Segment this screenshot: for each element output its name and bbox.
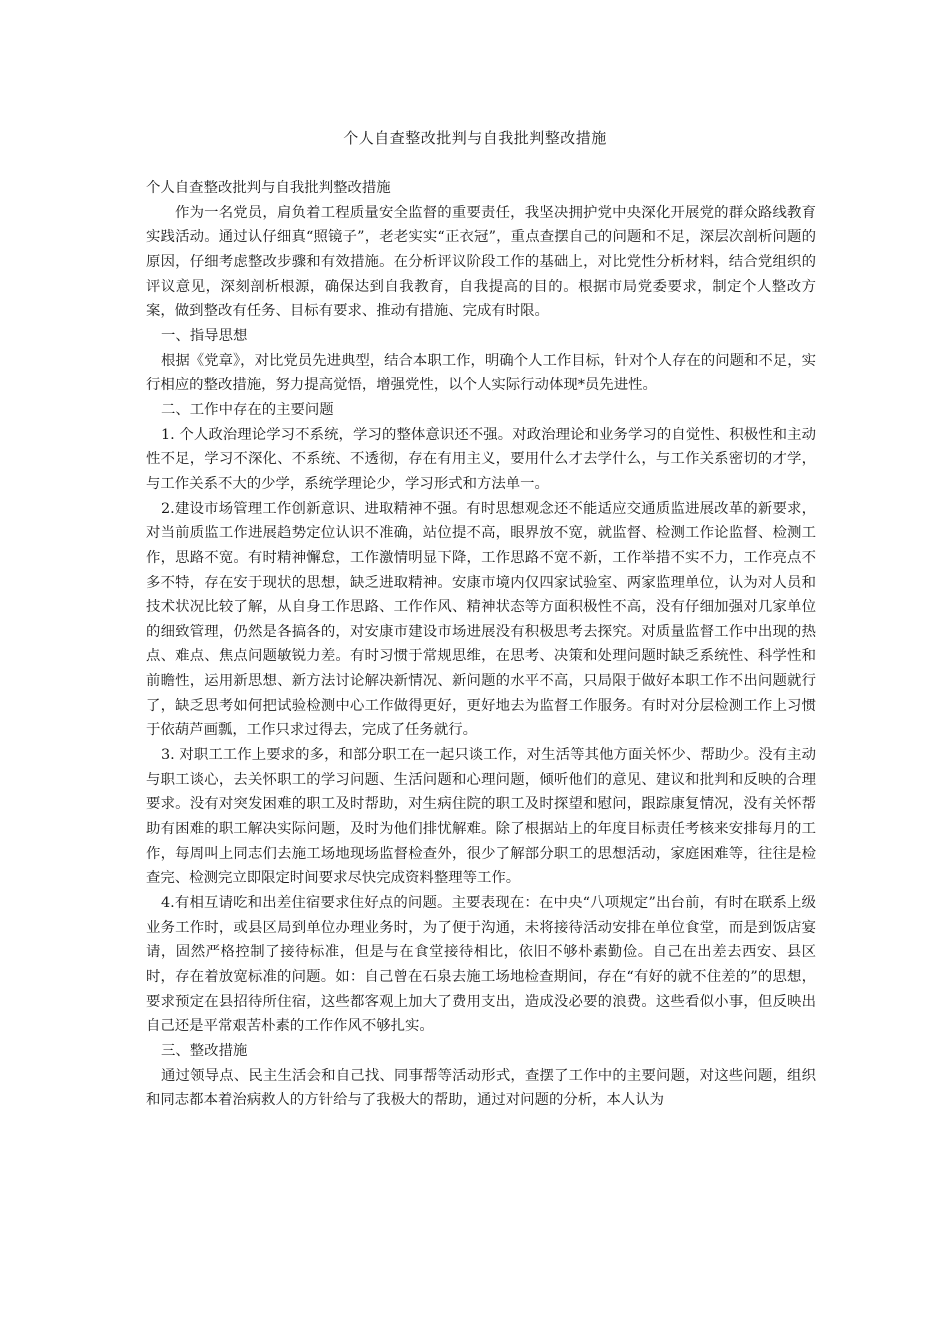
- section-heading-guiding-ideology: 一、指导思想: [161, 327, 248, 344]
- problem-item-3: 3. 对职工工作上要求的多，和部分职工在一起只谈工作，对生活等其他方面关怀少、帮助少。没有主动与职工谈心，去关怀职工的学习问题、生活问题和心理问题，倾听他们的意见、建议和批判和反映的合理要求。没有对突发困难的职工及时帮助，对生病住院的职工及时探望和慰问，跟踪康复情况，没有关怀帮助有困难的职工解决实际问题，及时为他们排忧解难。除了根据站上的年度目标责任考核来安排每月的工作，每周叫上同志们去施工场地现场监督检查外，很少了解部分职工的思想活动，家庭困难等，往往是检查完、检测完立即限定时间要求尽快完成资料整理等工作。: [146, 747, 816, 887]
- guiding-ideology-paragraph: 根据《党章》，对比党员先进典型，结合本职工作，明确个人工作目标，针对个人存在的问题和不足，实行相应的整改措施，努力提高觉悟，增强党性，以个人实际行动体现*员先进性。: [146, 352, 816, 394]
- intro-paragraph: 作为一名党员，肩负着工程质量安全监督的重要责任，我坚决拥护党中央深化开展党的群众路线教育实践活动。通过认仔细真“照镜子”，老老实实“正衣冠”，重点查摆自己的问题和不足，深层次剖析问题的原因，仔细考虑整改步骤和有效措施。在分析评议阶段工作的基础上，对比党性分析材料，结合党组织的评议意见，深刻剖析根源，确保达到自我教育，自我提高的目的。根据市局党委要求，制定个人整改方案，做到整改有任务、目标有要求、推动有措施、完成有时限。: [146, 204, 816, 320]
- section-heading-rectification: 三、整改措施: [161, 1042, 248, 1059]
- document-title: 个人自查整改批判与自我批判整改措施: [343, 129, 607, 147]
- section-heading-main-problems: 二、工作中存在的主要问题: [161, 401, 334, 418]
- problem-item-4: 4.有相互请吃和出差住宿要求住好点的问题。主要表现在：在中央“八项规定”出台前，有时在联系上级业务工作时，或县区局到单位办理业务时，为了便于沟通，未将接待活动安排在单位食堂，而是到饭店宴请，固然严格控制了接待标准，但是与在食堂接待相比，依旧不够朴素勤俭。自己在出差去西安、县区时，存在着放宽标准的问题。如：自己曾在石泉去施工场地检查期间，存在“有好的就不住差的”的思想，要求预定在县招待所住宿，这些都客观上加大了费用支出，造成没必要的浪费。这些看似小事，但反映出自己还是平常艰苦朴素的工作作风不够扎实。: [146, 895, 816, 1035]
- body-heading: 个人自查整改批判与自我批判整改措施: [146, 180, 391, 196]
- document-body: [146, 176, 816, 1113]
- problem-item-2: 2.建设市场管理工作创新意识、进取精神不强。有时思想观念还不能适应交通质监进展改革的新要求，对当前质监工作进展趋势定位认识不准确，站位提不高，眼界放不宽，就监督、检测工作论监督、检测工作，思路不宽。有时精神懈怠，工作激情明显下降，工作思路不宽不新，工作举措不实不力，工作亮点不多不特，存在安于现状的思想，缺乏进取精神。安康市境内仅四家试验室、两家监理单位，认为对人员和技术状况比较了解，从自身工作思路、工作作风、精神状态等方面积极性不高，没有仔细加强对几家单位的细致管理，仍然是各搞各的，对安康市建设市场进展没有积极思考去探究。对质量监督工作中出现的热点、难点、焦点问题敏锐力差。有时习惯于常规思维，在思考、决策和处理问题时缺乏系统性、科学性和前瞻性，运用新思想、新方法讨论解决新情况、新问题的水平不高，只局限于做好本职工作不出问题就行了，缺乏思考如何把试验检测中心工作做得更好，更好地去为监督工作服务。有时对分层检测工作上习惯于依葫芦画瓢，工作只求过得去，完成了任务就行。: [146, 500, 816, 739]
- problem-item-1: 1. 个人政治理论学习不系统，学习的整体意识还不强。对政治理论和业务学习的自觉性、积极性和主动性不足，学习不深化、不系统、不透彻，存在有用主义，要用什么才去学什么，与工作关系密切的才学，与工作关系不大的少学，系统学理论少，学习形式和方法单一。: [146, 426, 816, 492]
- rectification-paragraph: 通过领导点、民主生活会和自己找、同事帮等活动形式，查摆了工作中的主要问题，对这些问题，组织和同志都本着治病救人的方针给与了我极大的帮助，通过对问题的分析，本人认为: [146, 1067, 816, 1109]
